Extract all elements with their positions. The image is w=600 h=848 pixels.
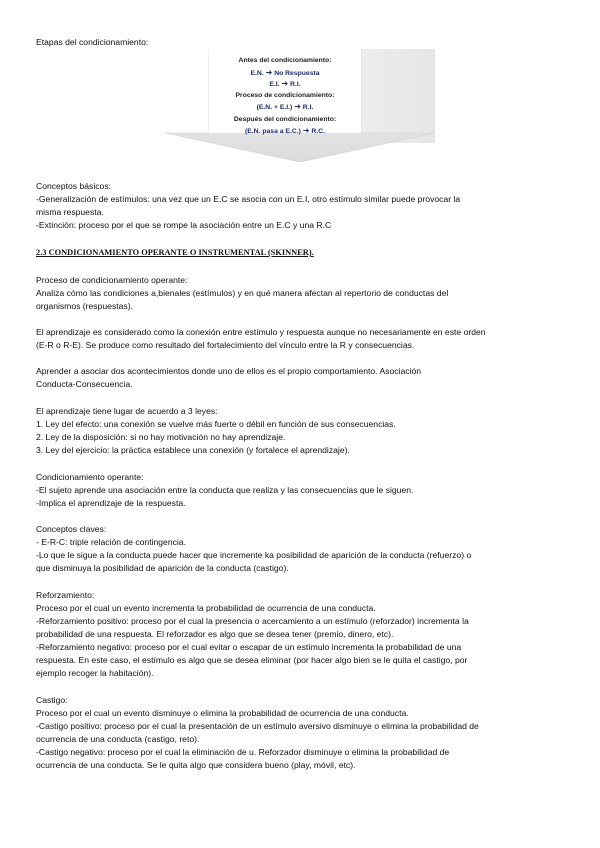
text-line: Conceptos claves: (36, 524, 107, 534)
right-arrow-icon: ➜ (265, 68, 273, 77)
right-arrow-icon: ➜ (302, 126, 310, 135)
text-line: -Extinción: proceso por el que se rompe la asociación entre un E.C y una R.C (36, 220, 332, 230)
text-line: -El sujeto aprende una asociación entre la conducta que realiza y las consecuencias que le siguen. (36, 485, 414, 495)
etapas-title: Etapas del condicionamiento: (36, 37, 149, 47)
text-line: ocurrencia de una conducta (castigo, reto). (36, 734, 200, 744)
despues-row: (E.N. pasa a E.C.) ➜ R.C. (245, 126, 325, 135)
text-line: 2. Ley de la disposición: si no hay motivación no hay aprendizaje. (36, 432, 286, 442)
text-line: Reforzamiento: (36, 590, 95, 600)
conditioning-diagram (165, 49, 435, 162)
text-line: Castigo: (36, 695, 68, 705)
text-line: 3. Ley del ejercicio: la práctica establece una conexión (y fortalece el aprendizaje). (36, 445, 350, 455)
text-line: - E-R-C: triple relación de contingencia. (36, 537, 186, 547)
text-line: que disminuya la posibilidad de aparición de la conducta (castigo). (36, 563, 289, 573)
text-line: misma respuesta. (36, 207, 104, 217)
text-line: (E-R o R-E). Se produce como resultado del fortalecimiento del vínculo entre la R y consecuencias. (36, 340, 415, 350)
text-line: respuesta. En este caso, el estímulo es algo que se desea eliminar (por hacer algo bien se le quita el castigo, por (36, 655, 468, 665)
antes-title: Antes del condicionamiento: (238, 57, 332, 64)
despues-title: Después del condicionamiento: (233, 116, 337, 123)
text-line: 1. Ley del efecto: una conexión se vuelve más fuerte o débil en función de sus consecuencias. (36, 419, 396, 429)
text-line: Aprender a asociar dos acontecimientos donde uno de ellos es el propio comportamiento. Asociación (36, 366, 422, 376)
text-line: -Lo que le sigue a la conducta puede hacer que incremente ka posibilidad de aparición de la conducta (refuerzo) o (36, 550, 472, 560)
text-line: Conducta-Consecuencia. (36, 379, 133, 389)
right-arrow-icon: ➜ (281, 79, 289, 88)
text-line: Proceso por el cual un evento incrementa la probabilidad de ocurrencia de una conducta. (36, 603, 376, 613)
text-line: -Reforzamiento positivo: proceso por el cual la presencia o acercamiento a un estímulo (reforzador) incrementa la (36, 616, 469, 626)
text-line: organismos (respuestas). (36, 301, 133, 311)
text-line: probabilidad de una respuesta. El reforzador es algo que se desea tener (premio, dinero, etc). (36, 629, 394, 639)
text-line: ocurrencia de una conducta. Se le quita algo que considera bueno (play, móvil, etc). (36, 760, 356, 770)
text-line: El aprendizaje es considerado como la conexión entre estímulo y respuesta aunque no necesariamente en este orden (36, 327, 486, 337)
text-line: ejemplo recoger la habitación). (36, 668, 154, 678)
proceso-title: Proceso de condicionamiento: (235, 92, 335, 99)
proceso-row: (E.N. + E.I.) ➜ R.I. (256, 102, 314, 111)
text-line: Proceso de condicionamiento operante: (36, 275, 188, 285)
antes-row-1: E.N. ➜ No Respuesta (250, 68, 320, 77)
text-line: Condicionamiento operante: (36, 472, 144, 482)
text-line: Conceptos básicos: (36, 181, 111, 191)
antes-row-2: E.I. ➜ R.I. (269, 79, 301, 88)
right-arrow-icon: ➜ (294, 102, 301, 111)
text-line: -Implica el aprendizaje de la respuesta. (36, 498, 186, 508)
text-line: -Castigo positivo: proceso por el cual la presentación de un estímulo aversivo disminuye o elimina la probabilidad de (36, 721, 479, 731)
text-line: El aprendizaje tiene lugar de acuerdo a 3 leyes: (36, 406, 218, 416)
text-line: -Castigo negativo: proceso por el cual la eliminación de u. Reforzador disminuye o elimina la probabilidad de (36, 747, 450, 757)
text-line: -Generalización de estímulos: una vez que un E.C se asocia con un E.I, otro estímulo similar puede provocar la (36, 194, 461, 204)
text-line: Analiza cómo las condiciones a,bienales (estímulos) y en qué manera afectan al repertorio de conductas del (36, 288, 449, 298)
text-line: -Reforzamiento negativo: proceso por el cual evitar o escapar de un estímulo incrementa la probabilidad de una (36, 642, 462, 652)
text-line: Proceso por el cual un evento disminuye o elimina la probabilidad de ocurrencia de una conducta. (36, 708, 409, 718)
section-heading: 2.3 CONDICIONAMIENTO OPERANTE O INSTRUMENTAL (SKINNER). (36, 248, 314, 257)
